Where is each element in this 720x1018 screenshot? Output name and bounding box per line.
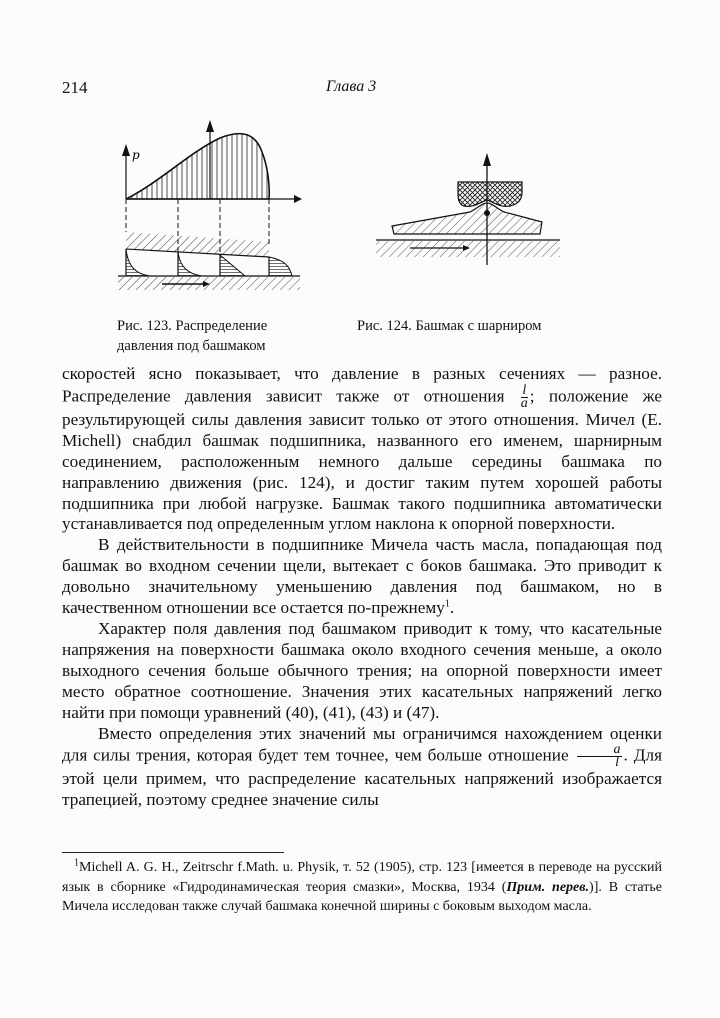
footnote-divider [62,852,284,853]
paragraph-4: Вместо определения этих значений мы ограничимся нахождением оценки для силы трения, которая будет тем точнее, чем больше отношение $\frac{a}{l}$ . Для этой цели примем, что распределение касательных напряжений изображается трапецией, поэтому среднее значение силы [62,723,662,810]
figure-124-caption: Рис. 124. Башмак с шарниром [357,318,542,334]
fraction-a-over-l: $\frac{a}{l}$ [577,744,622,769]
paragraph-3: Характер поля давления под башмаком приводит к тому, что касательные напряжения на поверхности башмака около входного сечения меньше, а около выходного сечения больше обычного трения; на опорной поверхности имеет место обратное соотношение. Значения этих касательных напряжений легко найти при помощи уравнений (40), (41), (43) и (47). [62,618,662,722]
footnote-mark: 1 [74,857,79,869]
figure-123-pressure-distribution [110,112,310,292]
paragraph-1: скоростей ясно показывает, что давление в разных сечениях — разное. Распределение давления зависит также от отношения $\frac{l}{a}$ ; положение же результирующей силы давления зависит только от этого отношения. Мичел (E. Michell) снабдил башмак подшипника, названного его именем, шарнирным соединением, расположенным немного дальше середины башмака по направлению движения (рис. 124), и достиг таким путем хорошей работы подшипника при любой нагрузке. Башмак такого подшипника автоматически устанавливается под определенным углом наклона к опорной поверхности. [62,364,662,534]
footnote-1: $^1$Michell A. G. H., Zeitrschr f.Math. u. Physik, т. 52 (1905), стр. 123 [имеется в переводе на русский язык в сборнике «Гидродинамическая теория смазки», Москва, 1934 (Прим. перев.)]. В статье Мичела исследован также случай башмака конечной ширины с боковым выходом масла. [62,857,662,914]
body-text [62,364,662,811]
axis-label-p: p [132,148,140,162]
figure-123-caption: Рис. 123. Распределение давления под башмаком [117,318,268,354]
paragraph-2: В действительности в подшипнике Мичела часть масла, попадающая под башмак во входном сечении щели, вытекает с боков башмака. Это приводит к довольно значительному уменьшению давления под башмаком, но в качественном отношении все остается по-прежнему$^1$. [62,535,662,618]
figure-124-shoe-with-hinge [360,150,560,270]
fraction-l-over-a: $\frac{l}{a}$ [520,382,528,411]
page-header [62,78,662,100]
running-head: Глава 3 [326,78,377,95]
footnote-ref[interactable]: 1 [444,598,450,610]
translator-note: Прим. перев. [506,879,590,895]
page-number: 214 [62,78,88,97]
